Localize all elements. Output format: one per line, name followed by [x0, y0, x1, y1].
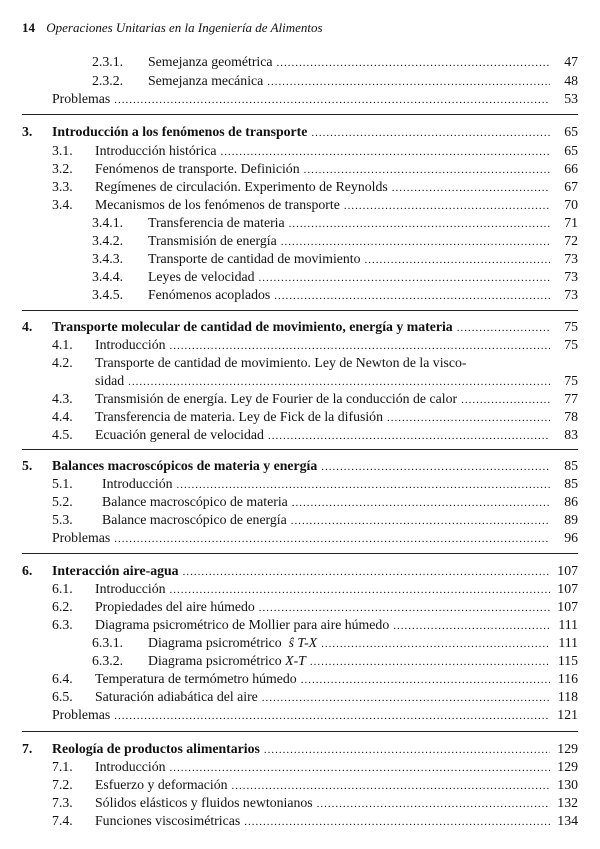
entry-title-italic: X-T	[285, 653, 306, 668]
divider	[22, 449, 578, 450]
toc-entry	[0, 89, 600, 108]
toc-entry	[0, 177, 600, 196]
entry-number: 3.4.3.	[92, 251, 124, 266]
entry-title: Interacción aire-agua	[52, 563, 179, 578]
entry-number: 5.	[22, 458, 33, 473]
entry-title: Diagrama psicrométrico ŝ T-X	[148, 635, 318, 650]
dot-leader	[274, 287, 550, 306]
toc-entry	[0, 669, 600, 688]
entry-page: 107	[557, 581, 578, 596]
entry-page: 72	[564, 233, 578, 248]
entry-number: 2.3.2.	[92, 73, 124, 88]
entry-title: Fenómenos acoplados	[148, 287, 271, 302]
toc-chapter	[0, 122, 600, 141]
entry-page: 47	[564, 54, 578, 69]
entry-page: 75	[564, 319, 578, 334]
entry-title: Ecuación general de velocidad	[95, 427, 264, 442]
entry-page: 75	[564, 373, 578, 388]
entry-number: 3.4.1.	[92, 215, 124, 230]
entry-title: Reología de productos alimentarios	[52, 741, 260, 756]
toc-entry	[0, 793, 600, 812]
toc-entry	[0, 195, 600, 214]
entry-title: Balance macroscópico de energía	[102, 512, 287, 527]
entry-title: Diagrama psicrométrico de Mollier para aire húmedo	[95, 617, 390, 632]
dot-leader	[114, 91, 550, 110]
entry-page: 75	[564, 337, 578, 352]
entry-page: 53	[564, 91, 578, 106]
toc-entry	[0, 425, 600, 444]
entry-title: Funciones viscosimétricas	[95, 813, 241, 828]
entry-title: Problemas	[52, 91, 111, 106]
entry-title: Introducción histórica	[95, 143, 217, 158]
entry-number: 7.3.	[52, 795, 73, 810]
entry-page: 67	[564, 179, 578, 194]
entry-number: 3.3.	[52, 179, 73, 194]
entry-page: 70	[564, 197, 578, 212]
entry-number: 4.3.	[52, 391, 73, 406]
entry-title: Introducción	[95, 581, 166, 596]
entry-number: 4.1.	[52, 337, 73, 352]
entry-title: Balances macroscópicos de materia y energía	[52, 458, 318, 473]
toc-entry	[0, 285, 600, 304]
entry-number: 6.3.1.	[92, 635, 124, 650]
toc-entry	[0, 528, 600, 547]
entry-title: Esfuerzo y deformación	[95, 777, 228, 792]
entry-title: Transporte de cantidad de movimiento	[148, 251, 361, 266]
entry-title: Introducción	[102, 476, 173, 491]
entry-page: 132	[557, 795, 578, 810]
toc-entry	[0, 597, 600, 616]
entry-page: 111	[558, 635, 578, 650]
entry-page: 73	[564, 287, 578, 302]
entry-page: 73	[564, 251, 578, 266]
entry-number: 6.2.	[52, 599, 73, 614]
entry-page: 89	[564, 512, 578, 527]
entry-title: Transporte molecular de cantidad de movimiento, energía y materia	[52, 319, 453, 334]
entry-page: 85	[564, 476, 578, 491]
entry-title: sidad	[95, 373, 125, 388]
toc-entry	[0, 474, 600, 493]
toc-entry	[0, 687, 600, 706]
entry-page: 65	[564, 124, 578, 139]
dot-leader	[268, 427, 550, 446]
entry-number: 3.2.	[52, 161, 73, 176]
entry-number: 7.4.	[52, 813, 73, 828]
toc-entry	[0, 615, 600, 634]
entry-page: 129	[557, 759, 578, 774]
entry-title: Transferencia de materia. Ley de Fick de la difusión	[95, 409, 383, 424]
entry-page: 66	[564, 161, 578, 176]
entry-page: 107	[557, 599, 578, 614]
entry-title: Propiedades del aire húmedo	[95, 599, 255, 614]
entry-title: Semejanza mecánica	[148, 73, 264, 88]
toc-entry	[0, 775, 600, 794]
entry-page: 71	[564, 215, 578, 230]
entry-page: 134	[557, 813, 578, 828]
entry-number: 6.1.	[52, 581, 73, 596]
entry-page: 121	[557, 707, 578, 722]
entry-number: 3.4.	[52, 197, 73, 212]
entry-number: 3.4.5.	[92, 287, 124, 302]
entry-page: 118	[557, 689, 578, 704]
toc-entry	[0, 141, 600, 160]
dot-leader	[114, 530, 550, 549]
entry-page: 107	[557, 563, 578, 578]
entry-title: Introducción	[95, 337, 166, 352]
entry-title: Transmisión de energía	[148, 233, 277, 248]
entry-number: 5.1.	[52, 476, 73, 491]
divider	[22, 310, 578, 311]
toc-entry	[0, 579, 600, 598]
entry-title: Sólidos elásticos y fluidos newtonianos	[95, 795, 313, 810]
entry-page: 116	[557, 671, 578, 686]
toc-entry	[0, 633, 600, 652]
entry-number: 3.1.	[52, 143, 73, 158]
toc-entry	[0, 705, 600, 724]
toc-entry	[0, 249, 600, 268]
toc-chapter	[0, 317, 600, 336]
toc-entry	[0, 389, 600, 408]
divider	[22, 553, 578, 554]
entry-page: 86	[564, 494, 578, 509]
running-title: Operaciones Unitarias en la Ingeniería de Alimentos	[46, 20, 323, 35]
entry-number: 6.5.	[52, 689, 73, 704]
entry-number: 5.3.	[52, 512, 73, 527]
entry-title: Fenómenos de transporte. Definición	[95, 161, 300, 176]
entry-title: Saturación adiabática del aire	[95, 689, 258, 704]
toc-entry	[0, 510, 600, 529]
toc-entry	[0, 407, 600, 426]
toc-entry	[0, 353, 600, 372]
toc-entry	[0, 71, 600, 90]
dot-leader	[244, 813, 550, 832]
entry-number: 7.	[22, 741, 33, 756]
toc-entry	[0, 335, 600, 354]
toc-entry-continued	[0, 371, 600, 390]
entry-title: Balance macroscópico de materia	[102, 494, 288, 509]
toc-entry	[0, 492, 600, 511]
entry-number: 6.4.	[52, 671, 73, 686]
divider	[22, 731, 578, 732]
toc-entry	[0, 651, 600, 670]
entry-number: 7.2.	[52, 777, 73, 792]
running-header	[22, 20, 323, 36]
entry-page: 83	[564, 427, 578, 442]
toc-entry	[0, 231, 600, 250]
entry-title: Introducción	[95, 759, 166, 774]
entry-number: 4.	[22, 319, 33, 334]
entry-number: 3.4.2.	[92, 233, 124, 248]
entry-title: Transmisión de energía. Ley de Fourier de la conducción de calor	[95, 391, 458, 406]
divider	[22, 114, 578, 115]
entry-title-italic: ŝ T-X	[288, 635, 318, 650]
entry-page: 65	[564, 143, 578, 158]
entry-title: Semejanza geométrica	[148, 54, 273, 69]
entry-number: 4.5.	[52, 427, 73, 442]
dot-leader	[114, 707, 550, 726]
entry-number: 4.2.	[52, 355, 73, 370]
entry-title: Temperatura de termómetro húmedo	[95, 671, 297, 686]
entry-title: Diagrama psicrométrico X-T	[148, 653, 306, 668]
entry-title: Transporte de cantidad de movimiento. Ley de Newton de la visco-	[95, 355, 467, 370]
toc-entry	[0, 52, 600, 71]
entry-page: 96	[564, 530, 578, 545]
entry-page: 73	[564, 269, 578, 284]
toc-entry	[0, 159, 600, 178]
entry-number: 6.3.	[52, 617, 73, 632]
entry-page: 111	[558, 617, 578, 632]
toc-entry	[0, 267, 600, 286]
entry-page: 130	[557, 777, 578, 792]
entry-number: 4.4.	[52, 409, 73, 424]
toc-entry	[0, 757, 600, 776]
toc-entry	[0, 811, 600, 830]
entry-number: 6.	[22, 563, 33, 578]
entry-title: Transferencia de materia	[148, 215, 285, 230]
entry-title: Introducción a los fenómenos de transporte	[52, 124, 308, 139]
entry-page: 85	[564, 458, 578, 473]
entry-number: 7.1.	[52, 759, 73, 774]
toc-chapter	[0, 739, 600, 758]
entry-page: 78	[564, 409, 578, 424]
entry-page: 77	[564, 391, 578, 406]
entry-page: 129	[557, 741, 578, 756]
entry-title: Leyes de velocidad	[148, 269, 255, 284]
entry-title: Problemas	[52, 530, 111, 545]
entry-number: 3.	[22, 124, 33, 139]
toc-entry	[0, 213, 600, 232]
toc-chapter	[0, 561, 600, 580]
entry-title: Mecanismos de los fenómenos de transporte	[95, 197, 340, 212]
entry-page: 115	[557, 653, 578, 668]
entry-page: 48	[564, 73, 578, 88]
entry-number: 2.3.1.	[92, 54, 124, 69]
entry-number: 5.2.	[52, 494, 73, 509]
entry-title: Problemas	[52, 707, 111, 722]
entry-number: 6.3.2.	[92, 653, 124, 668]
entry-title: Regímenes de circulación. Experimento de Reynolds	[95, 179, 388, 194]
toc-chapter	[0, 456, 600, 475]
entry-number: 3.4.4.	[92, 269, 124, 284]
page-number: 14	[22, 20, 35, 35]
